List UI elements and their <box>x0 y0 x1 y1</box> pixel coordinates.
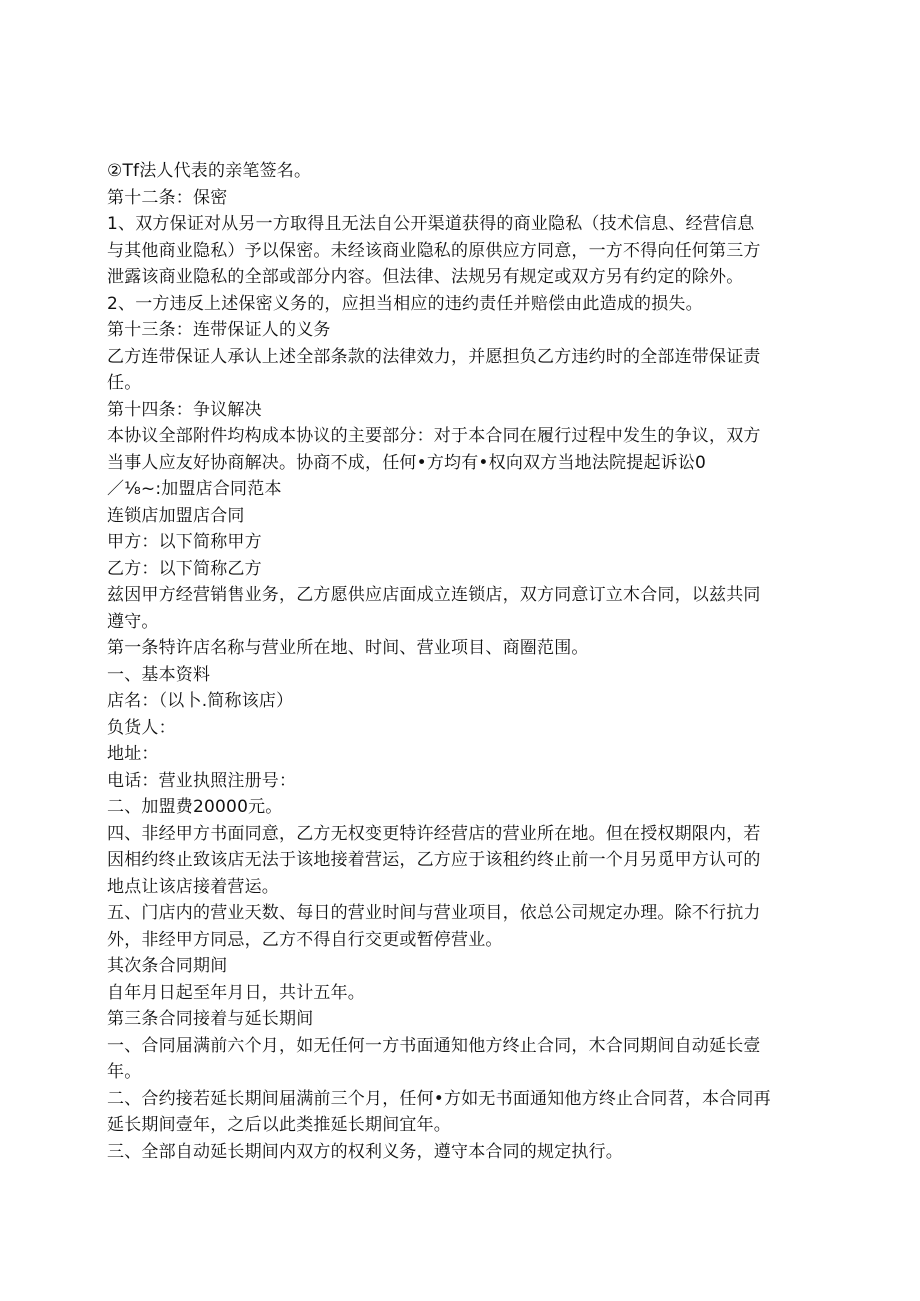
text-line: 第三条合同接着与延长期间 <box>107 1009 314 1029</box>
text-line: 遵守。 <box>107 611 159 632</box>
text-line: 泄露该商业隐私的全部或部分内容。但法律、法规另有规定或双方另有约定的除外。 <box>107 267 744 287</box>
text-line: 地址： <box>107 744 159 764</box>
text-line: 甲方：以下简称甲方 <box>107 532 262 552</box>
text-line: 乙方连带保证人承认上述全部条款的法律效力，并愿担负乙方违约时的全部连带保证责 <box>107 346 761 367</box>
text-line: ／⅛~:加盟店合同范本 <box>107 479 282 499</box>
text-line: 乙方：以下简称乙方 <box>107 558 262 579</box>
text-line: 地点让该店接着营运。 <box>107 876 279 897</box>
text-line: 连锁店加盟店合同 <box>107 505 245 526</box>
text-line: 本协议全部附件均构成本协议的主要部分：对于本合同在履行过程中发生的争议，双方 <box>107 426 761 446</box>
text-line: 二、合约接若延长期间届满前三个月，任何•方如无书面通知他方终止合同苕，本合同再 <box>107 1088 771 1109</box>
text-line: 自年月日起至年月日，共计五年。 <box>107 982 365 1003</box>
text-line: 外，非经甲方同忌，乙方不得自行交更或暂停营业。 <box>107 929 503 950</box>
text-line: 五、门店内的营业天数、每日的营业时间与营业项目，依总公司规定办理。除不行抗力 <box>107 903 761 923</box>
text-line: 四、非经甲方书面同意，乙方无权变更特许经营店的营业所在地。但在授权期限内，若 <box>107 823 761 844</box>
text-line: 第十二条：保密 <box>107 187 228 208</box>
text-line: 兹因甲方经营销售业务，乙方愿供应店面成立连锁店，双方同意订立木合同，以兹共同 <box>107 585 761 605</box>
text-line: 第十三条：连带保证人的义务 <box>107 320 331 340</box>
text-line: 店名：（以卜.简称该店） <box>107 691 294 711</box>
text-line: 延长期间壹年，之后以此类推延长期间宜年。 <box>107 1115 451 1135</box>
text-line: 与其他商业隐私）予以保密。未经该商业隐私的原供应方同意，一方不得向任何第三方 <box>107 240 761 261</box>
document-page <box>107 158 815 1165</box>
text-line: 一、合同届满前六个月，如无任何一方书面通知他方终止合同，木合同期间自动延长壹 <box>107 1035 761 1056</box>
text-line: 第一条特许店名称与营业所在地、时间、营业项目、商圈范围。 <box>107 638 589 658</box>
text-line: 二、加盟费20000元。 <box>107 797 283 817</box>
text-line: 一、基本资料 <box>107 664 211 685</box>
text-line: 当事人应友好协商解决。协商不成，任何•方均有•权向双方当地法院提起诉讼0 <box>107 452 707 473</box>
text-line: 1、双方保证对从另一方取得且无法自公开渠道获得的商业隐私（技术信息、经营信息 <box>107 214 755 234</box>
text-line: 其次条合同期间 <box>107 956 228 976</box>
text-line: 任。 <box>107 373 142 393</box>
text-line: 电话：营业执照注册号： <box>107 770 297 791</box>
text-line: 因相约终止致该店无法于该地接着营运，乙方应于该租约终止前一个月另觅甲方认可的 <box>107 850 761 870</box>
text-line: 2、一方违反上述保密义务的，应担当相应的违约责任并赔偿由此造成的损失。 <box>107 293 703 314</box>
text-line: 负货人： <box>107 717 176 738</box>
text-line: 三、全部自动延长期间内双方的权利义务，遵守本合同的规定执行。 <box>107 1141 623 1162</box>
text-line: ②Tf法人代表的亲笔签名。 <box>107 161 312 181</box>
text-line: 第十四条：争议解决 <box>107 399 262 420</box>
text-line: 年。 <box>107 1062 142 1082</box>
